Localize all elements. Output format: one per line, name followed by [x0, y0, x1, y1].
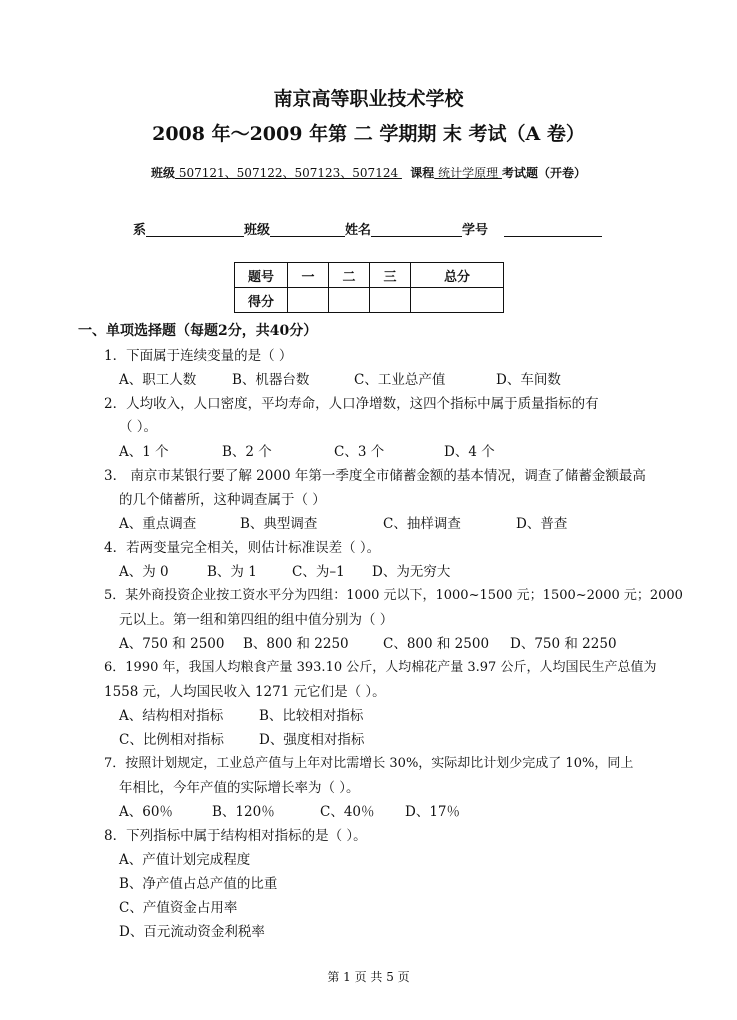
- q2-option-c: C、3 个: [334, 444, 385, 460]
- q8-option-c: C、产值资金占用率: [119, 900, 238, 916]
- q4-option-c: C、为–1: [292, 564, 345, 580]
- question-6-stem: 6．1990 年，我国人均粮食产量 393.10 公斤，人均棉花产量 3.97 公斤，人均国民生产总值为: [104, 660, 657, 675]
- q4-option-d: D、为无穷大: [372, 564, 451, 580]
- q8-option-b: B、净产值占总产值的比重: [119, 876, 278, 892]
- q5-option-b: B、800 和 2250: [243, 636, 349, 652]
- q7-option-d: D、17％: [405, 804, 461, 820]
- score-table: [234, 262, 504, 313]
- question-2-stem: 2．人均收入，人口密度，平均寿命，人口净增数，这四个指标中属于质量指标的有: [104, 396, 599, 412]
- score-cell[interactable]: [329, 288, 370, 313]
- score-header-cell: 三: [370, 263, 411, 288]
- question-5-stem-cont: 元以上。第一组和第四组的组中值分别为（ ）: [119, 612, 394, 628]
- q8-option-d: D、百元流动资金利税率: [119, 924, 265, 940]
- score-cell[interactable]: [411, 288, 504, 313]
- q2-option-d: D、4 个: [444, 444, 495, 460]
- question-7-stem: 7．按照计划规定，工业总产值与上年对比需增长 30%，实际却比计划少完成了 10%，同上: [104, 756, 634, 771]
- q5-option-a: A、750 和 2500: [119, 636, 225, 652]
- question-2-stem-cont: （ ）。: [119, 419, 158, 435]
- q7-option-b: B、120％: [212, 804, 275, 820]
- score-cell[interactable]: [288, 288, 329, 313]
- question-5-stem: 5．某外商投资企业按工资水平分为四组：1000 元以下，1000~1500 元；1500~2000 元；2000: [104, 588, 683, 603]
- q4-option-b: B、为 1: [207, 564, 257, 580]
- score-cell[interactable]: [370, 288, 411, 313]
- course-value: 统计学原理: [434, 166, 502, 180]
- q3-option-b: B、典型调查: [240, 516, 318, 532]
- q2-option-b: B、2 个: [222, 444, 272, 460]
- class-info-label: 班级: [244, 223, 271, 238]
- score-header-cell: 总分: [411, 263, 504, 288]
- q4-option-a: A、为 0: [119, 564, 169, 580]
- student-id-label: 学号: [462, 223, 489, 238]
- student-info-line: [133, 219, 602, 238]
- score-table-score-row: [235, 288, 504, 313]
- score-header-cell: 二: [329, 263, 370, 288]
- q7-option-c: C、40％: [320, 804, 375, 820]
- dept-blank[interactable]: [146, 222, 244, 237]
- question-4-stem: 4．若两变量完全相关，则估计标准误差（ ）。: [104, 540, 381, 556]
- q1-option-c: C、工业总产值: [354, 372, 446, 388]
- class-blank[interactable]: [270, 222, 345, 237]
- question-3-stem-cont: 的几个储蓄所，这种调查属于（ ）: [119, 492, 326, 508]
- course-label: 课程: [410, 166, 435, 180]
- question-3-stem: 3． 南京市某银行要了解 2000 年第一季度全市储蓄金额的基本情况，调查了储蓄金额最高: [104, 468, 646, 484]
- q3-option-c: C、抽样调查: [383, 516, 461, 532]
- question-7-stem-cont: 年相比，今年产值的实际增长率为（ ）。: [119, 780, 360, 796]
- q6-option-d: D、强度相对指标: [259, 732, 365, 748]
- q1-option-d: D、车间数: [496, 372, 561, 388]
- q7-option-a: A、60％: [119, 804, 173, 820]
- class-label: 班级: [151, 166, 176, 180]
- score-table-header-row: [235, 263, 504, 288]
- q8-option-a: A、产值计划完成程度: [119, 852, 251, 868]
- q6-option-a: A、结构相对指标: [119, 708, 224, 724]
- dept-label: 系: [133, 223, 147, 238]
- name-blank[interactable]: [371, 222, 462, 237]
- q5-option-d: D、750 和 2250: [510, 636, 617, 652]
- q3-option-a: A、重点调查: [119, 516, 197, 532]
- course-line: [0, 164, 737, 181]
- score-row-label: 得分: [235, 288, 288, 313]
- question-1-stem: 1．下面属于连续变量的是（ ）: [104, 348, 293, 364]
- section-title: 一、单项选择题（每题2分，共40分）: [78, 323, 318, 339]
- class-value: 507121、507122、507123、507124: [175, 166, 402, 180]
- school-title: 南京高等职业技术学校: [273, 88, 464, 110]
- q2-option-a: A、1 个: [119, 444, 169, 460]
- q6-option-b: B、比较相对指标: [259, 708, 364, 724]
- exam-type: 考试题（开卷）: [501, 166, 586, 180]
- q1-option-a: A、职工人数: [119, 372, 197, 388]
- question-6-stem-cont: 1558 元，人均国民收入 1271 元它们是（ ）。: [104, 684, 386, 700]
- score-header-cell: 一: [288, 263, 329, 288]
- score-header-cell: 题号: [235, 263, 288, 288]
- q6-option-c: C、比例相对指标: [119, 732, 224, 748]
- page-footer: 第 1 页 共 5 页: [327, 970, 410, 984]
- exam-term-title: 2008 年～2009 年第 二 学期期 末 考试（A 卷）: [152, 123, 585, 145]
- question-8-stem: 8．下列指标中属于结构相对指标的是（ ）。: [104, 828, 367, 844]
- name-label: 姓名: [345, 223, 372, 238]
- student-id-blank[interactable]: [504, 222, 602, 237]
- q3-option-d: D、普查: [516, 516, 568, 532]
- q1-option-b: B、机器台数: [232, 372, 310, 388]
- q5-option-c: C、800 和 2500: [383, 636, 490, 652]
